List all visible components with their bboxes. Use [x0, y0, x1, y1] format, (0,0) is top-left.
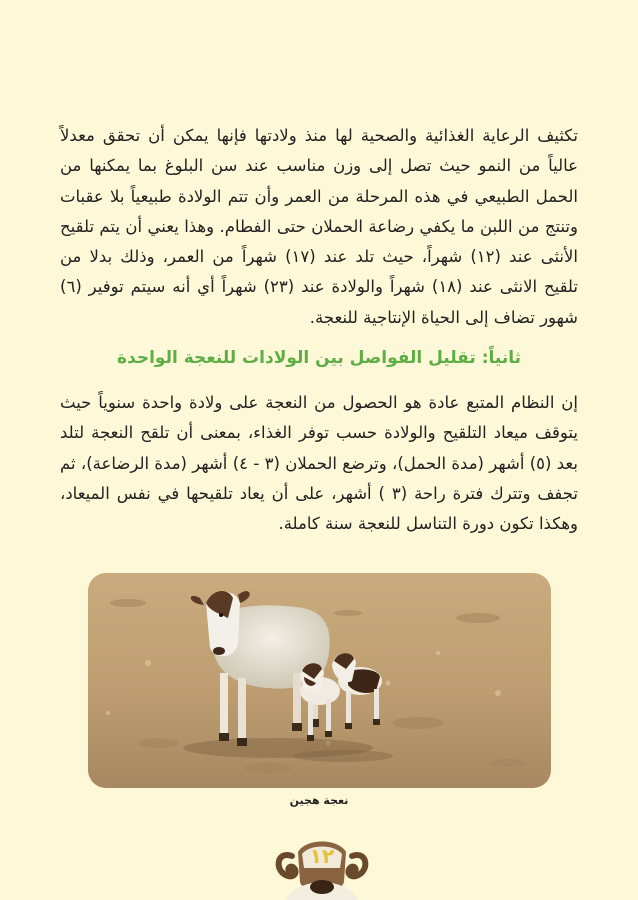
photo-caption: نعجة هجين: [289, 794, 349, 807]
page-number-badge: [272, 832, 372, 900]
section-heading: ثانياً: تقليل الفواصل بين الولادات للنعجة الواحدة: [117, 348, 521, 368]
page-number: ١٢: [309, 844, 335, 868]
sheep-photo: [88, 573, 551, 788]
body-paragraph-1: تكثيف الرعاية الغذائية والصحية لها منذ ولادتها فإنها يمكن أن تحقق معدلاً عالياً من النمو حيث تصل إلى وزن مناسب عند سن البلوغ بما يمكنها من الحمل الطبيعي في هذه المرحلة من العمر وأن تتم الولادة طبيعياً بلا عقبات وتنتج من اللبن ما يكفي رضاعة الحملان حتى الفطام. وهذا يعني أن يتم تلقيح الأنثى عند (١٢) شهراً، حيث تلد عند (١٧) شهراً من العمر، وذلك بدلا من تلقيح الانثى عند (١٨) شهراً والولادة عند (٢٣) شهراً أي أنه سيتم توفير (٦) شهور تضاف إلى الحياة الإنتاجية للنعجة.: [60, 126, 579, 327]
body-paragraph-2: إن النظام المتبع عادة هو الحصول من النعجة على ولادة واحدة سنوياً حيث يتوقف ميعاد التلقيح والولادة حسب توفر الغذاء، بمعنى أن تلقح النعجة لتلد بعد (٥) أشهر (مدة الحمل)، وترضع الحملان (٣ - ٤) أشهر (مدة الرضاعة)، ثم تجفف وتترك فترة راحة (٣ ) أشهر، على أن يعاد تلقيحها في نفس الميعاد، وهكذا تكون دورة التناسل للنعجة سنة كاملة.: [60, 393, 578, 534]
sheep-photo-illustration: [88, 573, 551, 788]
